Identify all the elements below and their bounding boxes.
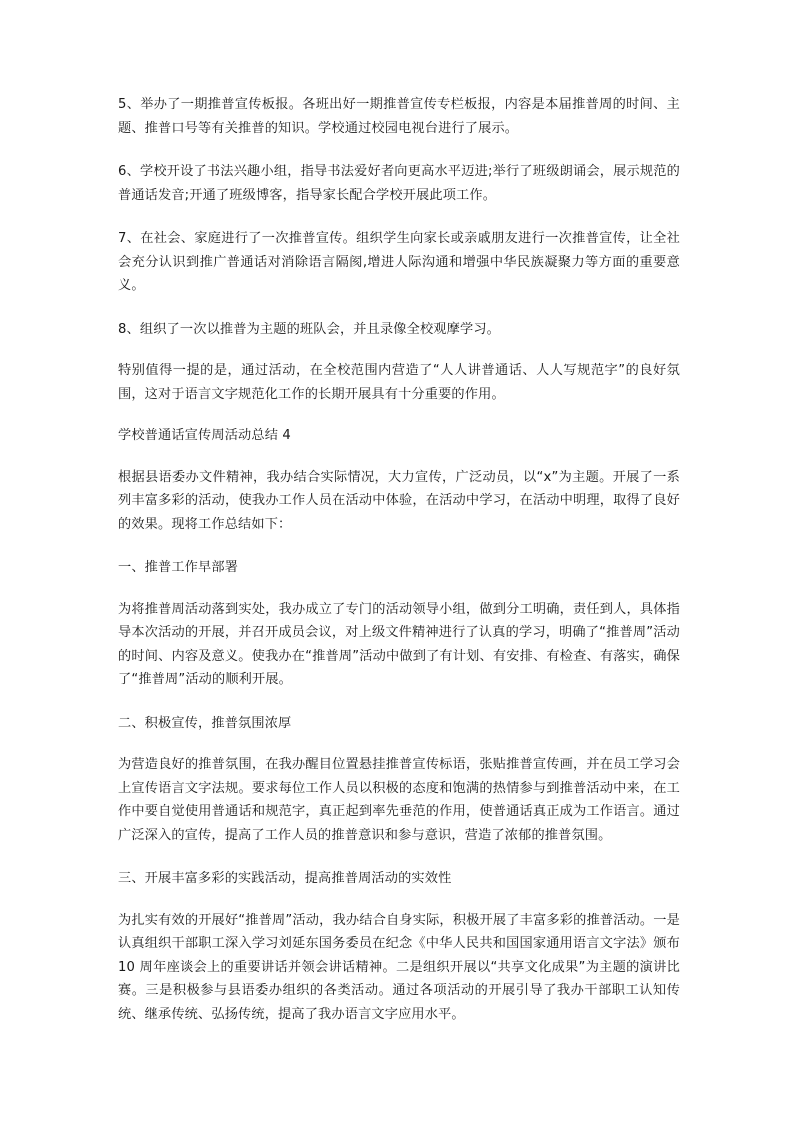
paragraph-section-1: 为将推普周活动落到实处，我办成立了专门的活动领导小组，做到分工明确，责任到人，具体指导本次活动的开展，并召开成员会议，对上级文件精神进行了认真的学习，明确了“推普周”活动的时间、内容及意义。使我办在“推普周”活动中做到了有计划、有安排、有检查、有落实，确保了“推普周”活动的顺利开展。 [118, 601, 680, 687]
section-heading-2: 二、积极宣传，推普氛围浓厚 [118, 715, 292, 731]
section-heading-3: 三、开展丰富多彩的实践活动，提高推普周活动的实效性 [118, 871, 452, 886]
paragraph-section-2: 为营造良好的推普氛围，在我办醒目位置悬挂推普宣传标语，张贴推普宣传画，并在员工学习会上宣传语言文字法规。要求每位工作人员以积极的态度和饱满的热情参与到推普活动中来，在工作中要自觉使用普通话和规范字，真正起到率先垂范的作用，使普通话真正成为工作语言。通过广泛深入的宣传，提高了工作人员的推普意识和参与意识，营造了浓郁的推普氛围。 [118, 757, 680, 843]
document-body [118, 93, 680, 1046]
paragraph-item-7: 7、在社会、家庭进行了一次推普宣传。组织学生向家长或亲戚朋友进行一次推普宣传，让全社会充分认识到推广普通话对消除语言隔阂,增进人际沟通和增强中华民族凝聚力等方面的重要意义。 [118, 231, 680, 293]
paragraph-item-5: 5、举办了一期推普宣传板报。各班出好一期推普宣传专栏板报，内容是本届推普周的时间、主题、推普口号等有关推普的知识。学校通过校园电视台进行了展示。 [118, 97, 680, 136]
paragraph-section-3: 为扎实有效的开展好“推普周”活动，我办结合自身实际，积极开展了丰富多彩的推普活动。一是认真组织干部职工深入学习刘延东国务委员在纪念《中华人民共和国国家通用语言文字法》颁布 10 周年座谈会上的重要讲话并领会讲话精神。二是组织开展以“共享文化成果”为主题的演讲比赛。三是积极参与县语委办组织的各类活动。通过各项活动的开展引导了我办干部职工认知传统、继承传统、弘扬传统，提高了我办语言文字应用水平。 [118, 912, 680, 1022]
section-heading-1: 一、推普工作早部署 [118, 560, 239, 575]
paragraph-intro: 根据县语委办文件精神，我办结合实际情况，大力宣传，广泛动员，以“x”为主题。开展了一系列丰富多彩的活动，使我办工作人员在活动中体验，在活动中学习，在活动中明理，取得了良好的效果。现将工作总结如下： [118, 469, 680, 532]
paragraph-item-6: 6、学校开设了书法兴趣小组，指导书法爱好者向更高水平迈进;举行了班级朗诵会，展示规范的普通话发音;开通了班级博客，指导家长配合学校开展此项工作。 [118, 164, 680, 203]
paragraph-highlight: 特别值得一提的是，通过活动，在全校范围内营造了“人人讲普通话、人人写规范字”的良好氛围，这对于语言文字规范化工作的长期开展具有十分重要的作用。 [118, 363, 680, 402]
paragraph-item-8: 8、组织了一次以推普为主题的班队会，并且录像全校观摩学习。 [118, 321, 500, 337]
section-title: 学校普通话宣传周活动总结 4 [118, 428, 291, 443]
